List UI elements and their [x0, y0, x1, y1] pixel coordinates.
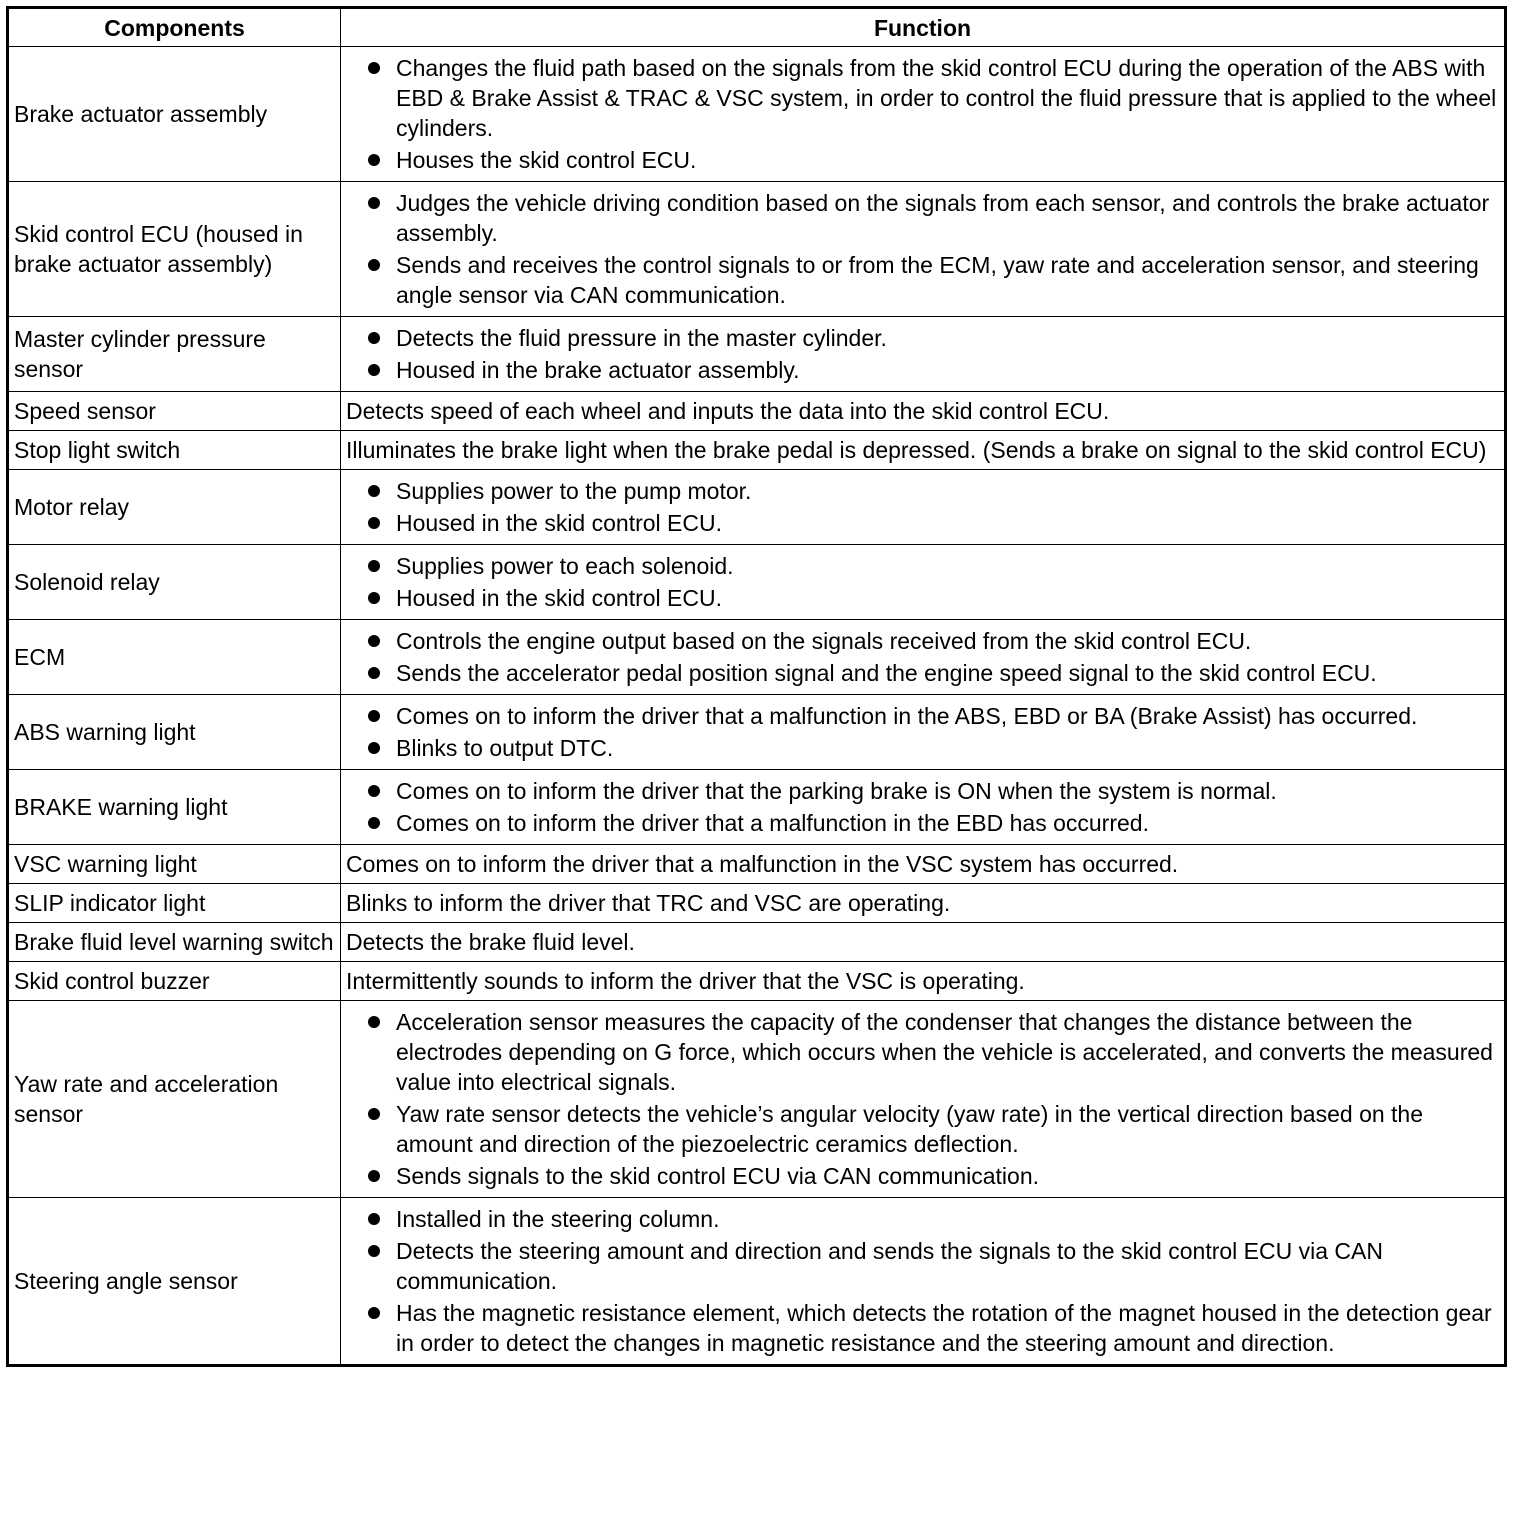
table-row: [8, 545, 1506, 620]
function-bullet-list: [346, 188, 1499, 310]
function-bullet-text: Comes on to inform the driver that the parking brake is ON when the system is normal.: [396, 778, 1277, 804]
table-row: [8, 845, 1506, 884]
function-bullet-text: Supplies power to the pump motor.: [396, 478, 752, 504]
function-cell: [341, 470, 1506, 545]
table-row: [8, 317, 1506, 392]
function-bullet-list: [346, 1007, 1499, 1191]
bullet-icon: [368, 259, 380, 271]
function-bullet-item: [346, 733, 1499, 763]
function-bullet-text: Detects the fluid pressure in the master cylinder.: [396, 325, 887, 351]
bullet-icon: [368, 1307, 380, 1319]
function-bullet-text: Houses the skid control ECU.: [396, 147, 697, 173]
function-bullet-text: Sends the accelerator pedal position signal and the engine speed signal to the skid control ECU.: [396, 660, 1377, 686]
function-bullet-item: [346, 53, 1499, 143]
component-cell: Solenoid relay: [8, 545, 341, 620]
table-row: [8, 47, 1506, 182]
function-bullet-item: [346, 508, 1499, 538]
function-bullet-item: [346, 355, 1499, 385]
function-bullet-text: Housed in the skid control ECU.: [396, 585, 722, 611]
function-cell: [341, 545, 1506, 620]
function-bullet-item: [346, 188, 1499, 248]
bullet-icon: [368, 197, 380, 209]
component-cell: Speed sensor: [8, 392, 341, 431]
function-bullet-text: Comes on to inform the driver that a malfunction in the EBD has occurred.: [396, 810, 1149, 836]
table-row: [8, 392, 1506, 431]
table-row: [8, 695, 1506, 770]
function-bullet-text: Housed in the brake actuator assembly.: [396, 357, 800, 383]
bullet-icon: [368, 62, 380, 74]
bullet-icon: [368, 332, 380, 344]
function-bullet-item: [346, 658, 1499, 688]
function-cell: [341, 47, 1506, 182]
function-bullet-list: [346, 626, 1499, 688]
function-bullet-item: [346, 583, 1499, 613]
function-bullet-text: Installed in the steering column.: [396, 1206, 720, 1232]
function-bullet-item: [346, 1007, 1499, 1097]
component-cell: Yaw rate and acceleration sensor: [8, 1001, 341, 1198]
table-row: [8, 431, 1506, 470]
table-row: [8, 962, 1506, 1001]
function-bullet-text: Yaw rate sensor detects the vehicle’s angular velocity (yaw rate) in the vertical direction based on the amount and direction of the piezoelectric ceramics deflection.: [396, 1101, 1424, 1157]
table-row: [8, 770, 1506, 845]
table-row: [8, 884, 1506, 923]
component-cell: VSC warning light: [8, 845, 341, 884]
function-cell: [341, 182, 1506, 317]
component-cell: Skid control ECU (housed in brake actuator assembly): [8, 182, 341, 317]
function-bullet-list: [346, 701, 1499, 763]
bullet-icon: [368, 364, 380, 376]
function-cell: [341, 695, 1506, 770]
bullet-icon: [368, 1016, 380, 1028]
bullet-icon: [368, 635, 380, 647]
function-bullet-item: [346, 551, 1499, 581]
function-bullet-list: [346, 551, 1499, 613]
function-bullet-text: Blinks to output DTC.: [396, 735, 614, 761]
component-cell: Brake actuator assembly: [8, 47, 341, 182]
function-bullet-list: [346, 323, 1499, 385]
header-function: Function: [341, 8, 1506, 47]
function-bullet-item: [346, 1161, 1499, 1191]
function-bullet-item: [346, 1204, 1499, 1234]
function-bullet-item: [346, 1298, 1499, 1358]
function-bullet-item: [346, 776, 1499, 806]
function-bullet-text: Housed in the skid control ECU.: [396, 510, 722, 536]
function-bullet-list: [346, 1204, 1499, 1358]
bullet-icon: [368, 742, 380, 754]
function-bullet-text: Detects the steering amount and direction and sends the signals to the skid control ECU via CAN communication.: [396, 1238, 1383, 1294]
function-bullet-item: [346, 323, 1499, 353]
function-bullet-list: [346, 476, 1499, 538]
bullet-icon: [368, 667, 380, 679]
table-row: [8, 470, 1506, 545]
component-cell: Brake fluid level warning switch: [8, 923, 341, 962]
components-function-table: [6, 6, 1507, 1367]
function-cell: Illuminates the brake light when the brake pedal is depressed. (Sends a brake on signal to the skid control ECU): [341, 431, 1506, 470]
function-bullet-list: [346, 53, 1499, 175]
table-row: [8, 1198, 1506, 1366]
function-bullet-text: Comes on to inform the driver that a malfunction in the ABS, EBD or BA (Brake Assist) has occurred.: [396, 703, 1418, 729]
component-cell: ECM: [8, 620, 341, 695]
table-row: [8, 182, 1506, 317]
component-cell: Stop light switch: [8, 431, 341, 470]
function-cell: [341, 770, 1506, 845]
function-bullet-item: [346, 626, 1499, 656]
bullet-icon: [368, 1213, 380, 1225]
component-cell: SLIP indicator light: [8, 884, 341, 923]
function-bullet-list: [346, 776, 1499, 838]
bullet-icon: [368, 710, 380, 722]
bullet-icon: [368, 560, 380, 572]
function-bullet-text: Sends signals to the skid control ECU via CAN communication.: [396, 1163, 1040, 1189]
function-cell: [341, 1001, 1506, 1198]
bullet-icon: [368, 817, 380, 829]
function-cell: [341, 317, 1506, 392]
function-bullet-item: [346, 145, 1499, 175]
bullet-icon: [368, 154, 380, 166]
component-cell: Master cylinder pressure sensor: [8, 317, 341, 392]
component-cell: BRAKE warning light: [8, 770, 341, 845]
function-bullet-item: [346, 1236, 1499, 1296]
bullet-icon: [368, 785, 380, 797]
bullet-icon: [368, 1108, 380, 1120]
function-bullet-item: [346, 250, 1499, 310]
bullet-icon: [368, 517, 380, 529]
function-cell: Intermittently sounds to inform the driver that the VSC is operating.: [341, 962, 1506, 1001]
bullet-icon: [368, 1170, 380, 1182]
table-row: [8, 1001, 1506, 1198]
function-bullet-text: Changes the fluid path based on the signals from the skid control ECU during the operation of the ABS with EBD & Brake Assist & TRAC & VSC system, in order to control the fluid pressure that is applied to the wheel cylinders.: [396, 55, 1497, 141]
function-bullet-text: Judges the vehicle driving condition based on the signals from each sensor, and controls the brake actuator assembly.: [396, 190, 1490, 246]
component-cell: Motor relay: [8, 470, 341, 545]
function-bullet-text: Supplies power to each solenoid.: [396, 553, 734, 579]
function-cell: [341, 620, 1506, 695]
table-row: [8, 620, 1506, 695]
function-bullet-item: [346, 808, 1499, 838]
function-bullet-item: [346, 476, 1499, 506]
bullet-icon: [368, 485, 380, 497]
function-bullet-text: Has the magnetic resistance element, which detects the rotation of the magnet housed in the detection gear in order to detect the changes in magnetic resistance and the steering amount and direction.: [396, 1300, 1492, 1356]
bullet-icon: [368, 1245, 380, 1257]
function-cell: Detects the brake fluid level.: [341, 923, 1506, 962]
table-body: [8, 47, 1506, 1366]
function-bullet-text: Controls the engine output based on the signals received from the skid control ECU.: [396, 628, 1252, 654]
component-cell: Skid control buzzer: [8, 962, 341, 1001]
function-cell: Comes on to inform the driver that a malfunction in the VSC system has occurred.: [341, 845, 1506, 884]
function-bullet-text: Sends and receives the control signals to or from the ECM, yaw rate and acceleration sensor, and steering angle sensor via CAN communication.: [396, 252, 1479, 308]
function-bullet-text: Acceleration sensor measures the capacity of the condenser that changes the distance between the electrodes depending on G force, which occurs when the vehicle is accelerated, and converts the measured value into electrical signals.: [396, 1009, 1493, 1095]
function-bullet-item: [346, 1099, 1499, 1159]
bullet-icon: [368, 592, 380, 604]
component-cell: ABS warning light: [8, 695, 341, 770]
function-cell: Blinks to inform the driver that TRC and VSC are operating.: [341, 884, 1506, 923]
component-cell: Steering angle sensor: [8, 1198, 341, 1366]
table-row: [8, 923, 1506, 962]
header-components: Components: [8, 8, 341, 47]
function-cell: Detects speed of each wheel and inputs the data into the skid control ECU.: [341, 392, 1506, 431]
function-bullet-item: [346, 701, 1499, 731]
header-row: [8, 8, 1506, 47]
function-cell: [341, 1198, 1506, 1366]
